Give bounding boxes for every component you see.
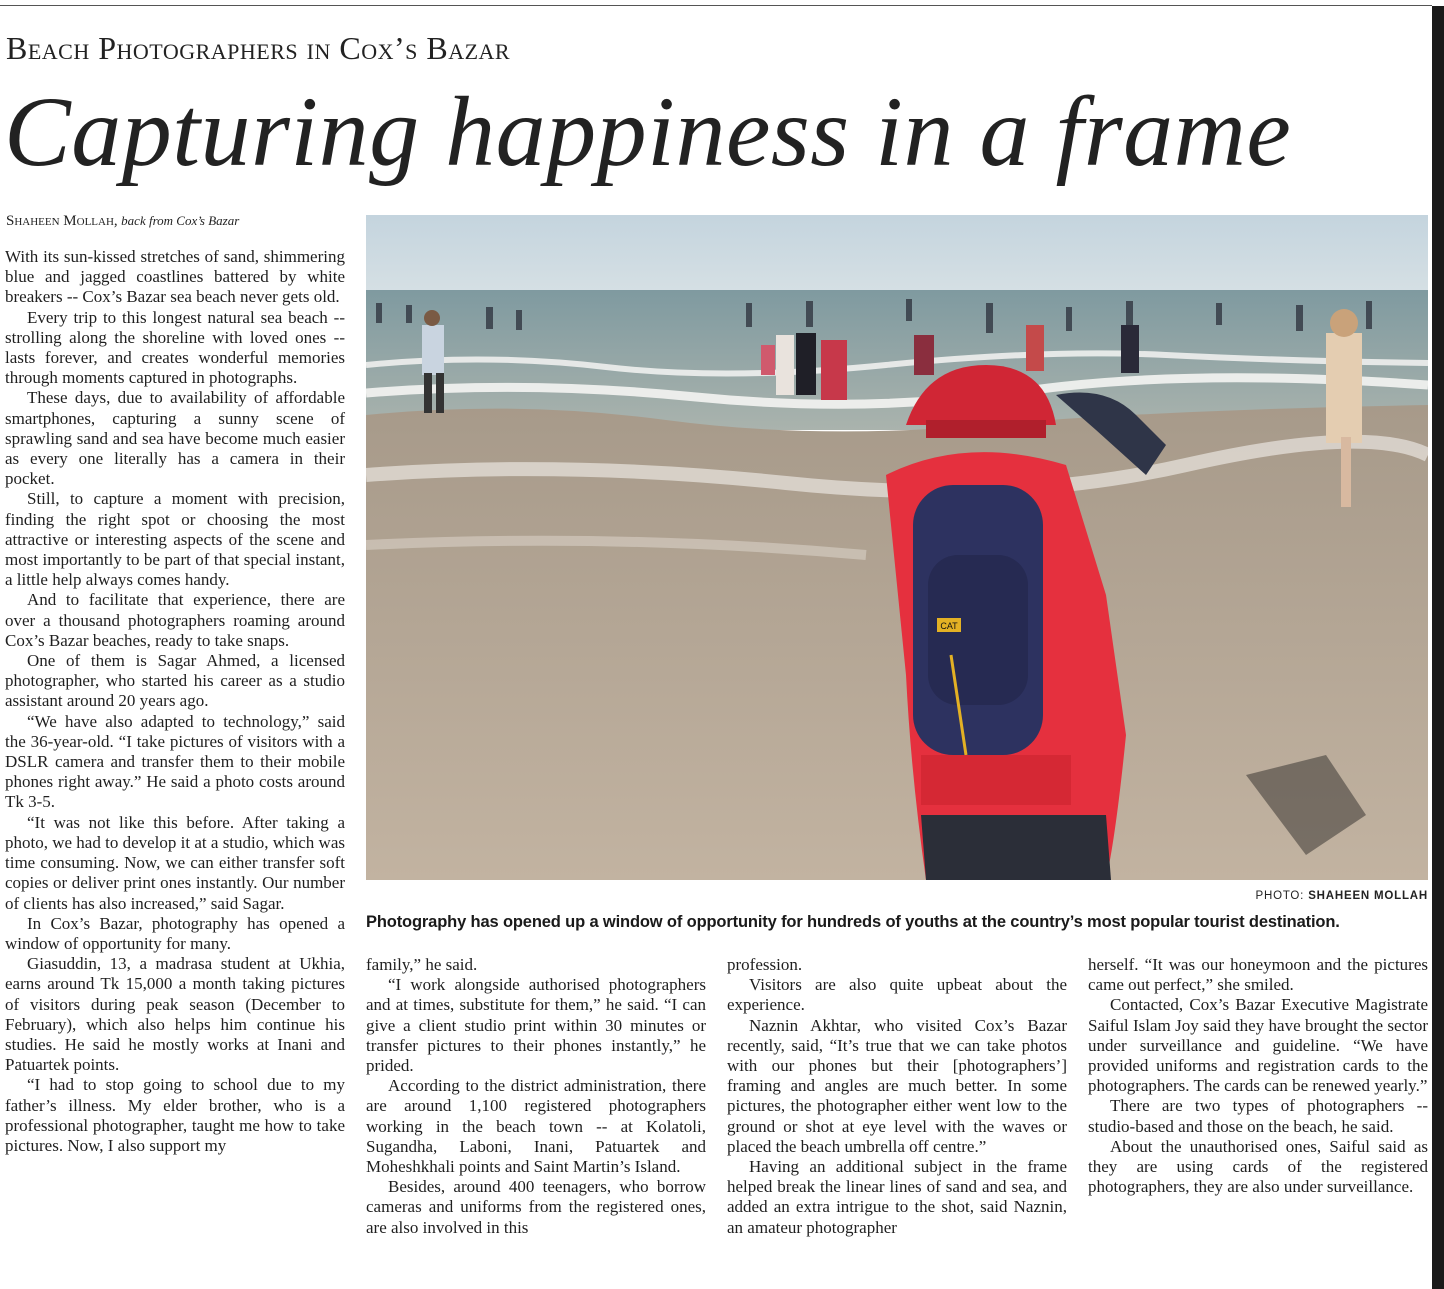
paragraph: In Cox’s Bazar, photography has opened a window of opportunity for many. bbox=[5, 913, 345, 953]
byline bbox=[6, 213, 239, 230]
paragraph: According to the district administration, there are around 1,100 registered photographers working in the beach town -- at Kolatoli, Sugandha, Laboni, Inani, Patuartek and Moheshkhali points and Saint Martin’s Island. bbox=[366, 1076, 706, 1177]
paragraph: herself. “It was our honeymoon and the pictures came out perfect,” she smiled. bbox=[1088, 955, 1428, 995]
page-edge-strip-gap bbox=[1432, 0, 1444, 6]
bag-badge: CAT bbox=[940, 621, 958, 631]
photo-caption: Photography has opened up a window of opportunity for hundreds of youths at the country’s most popular tourist destination. bbox=[366, 913, 1340, 931]
paragraph: Contacted, Cox’s Bazar Executive Magistrate Saiful Islam Joy said they have brought the sector under surveillance and guideline. “We have provided uniforms and registration cards to the photographers. The cards can be renewed yearly.” bbox=[1088, 995, 1428, 1096]
paragraph: With its sun-kissed stretches of sand, shimmering blue and jagged coastlines battered by white breakers -- Cox’s Bazar sea beach never gets old. bbox=[5, 247, 345, 307]
paragraph: These days, due to availability of affordable smartphones, capturing a sunny scene of sprawling sand and sea have become much easier as every one literally has a camera in their pocket. bbox=[5, 388, 345, 489]
article-column-2 bbox=[366, 955, 706, 1238]
photo-credit-name: SHAHEEN MOLLAH bbox=[1308, 890, 1428, 902]
article-column-1 bbox=[5, 247, 345, 1156]
photo-credit bbox=[1256, 890, 1429, 902]
paragraph: Giasuddin, 13, a madrasa student at Ukhia, earns around Tk 15,000 a month taking pictures of visitors during peak season (December to February), which also helps him continue his studies. He said he mostly works at Inani and Patuartek points. bbox=[5, 954, 345, 1075]
paragraph: Every trip to this longest natural sea beach -- strolling along the shoreline with loved ones -- lasts forever, and creates wonderful memories through moments captured in photographs. bbox=[5, 307, 345, 388]
paragraph: Naznin Akhtar, who visited Cox’s Bazar recently, said, “It’s true that we can take photos with our phones but their [photographers’] framing and angles are much better. In some pictures, the photographer either went low to the ground or shot at eye level with the waves or placed the beach umbrella off centre.” bbox=[727, 1015, 1067, 1156]
paragraph: “We have also adapted to technology,” said the 36-year-old. “I take pictures of visitors with a DSLR camera and transfer them to their mobile phones right away.” He said a photo costs around Tk 3-5. bbox=[5, 711, 345, 812]
paragraph: About the unauthorised ones, Saiful said as they are using cards of the registered photographers, they are also under surveillance. bbox=[1088, 1136, 1428, 1197]
paragraph: One of them is Sagar Ahmed, a licensed photographer, who started his career as a studio assistant around 20 years ago. bbox=[5, 651, 345, 711]
photo-credit-label: PHOTO: bbox=[1255, 890, 1305, 902]
paragraph: profession. bbox=[727, 955, 803, 974]
paragraph: Visitors are also quite upbeat about the experience. bbox=[727, 975, 1067, 1015]
paragraph: Besides, around 400 teenagers, who borrow cameras and uniforms from the registered ones, are also involved in this bbox=[366, 1177, 706, 1237]
beach-photo bbox=[366, 215, 1428, 880]
top-rule bbox=[0, 5, 1432, 6]
paragraph: There are two types of photographers -- studio-based and those on the beach, he said. bbox=[1088, 1096, 1428, 1136]
paragraph: family,” he said. bbox=[366, 955, 478, 974]
byline-name: Shaheen Mollah, bbox=[6, 213, 118, 229]
kicker: Beach Photographers in Cox’s Bazar bbox=[6, 30, 511, 66]
paragraph: Having an additional subject in the frame helped break the linear lines of sand and sea, and added an extra intrigue to the shot, said Naznin, an amateur photographer bbox=[727, 1157, 1067, 1237]
byline-place: back from Cox’s Bazar bbox=[121, 213, 240, 228]
beach-photo-illustration bbox=[366, 215, 1428, 880]
paragraph: “It was not like this before. After taking a photo, we had to develop it at a studio, which was time consuming. Now, we can either transfer soft copies or deliver print ones instantly. Our number of clients has also increased,” said Sagar. bbox=[5, 812, 345, 913]
paragraph: Still, to capture a moment with precision, finding the right spot or choosing the most attractive or interesting aspects of the scene and most importantly to be part of that special instant, a little help always comes handy. bbox=[5, 489, 345, 590]
headline: Capturing happiness in a frame bbox=[4, 76, 1292, 187]
article-column-4 bbox=[1088, 955, 1428, 1197]
paragraph: And to facilitate that experience, there are over a thousand photographers roaming around Cox’s Bazar beaches, ready to take snaps. bbox=[5, 590, 345, 650]
page-edge-strip bbox=[1432, 0, 1444, 1289]
article-column-3 bbox=[727, 955, 1067, 1238]
paragraph: “I work alongside authorised photographers and at times, substitute for them,” he said. “I can give a client studio print within 30 minutes or transfer pictures to their phones instantly,” he prided. bbox=[366, 975, 706, 1076]
paragraph: “I had to stop going to school due to my father’s illness. My elder brother, who is a professional photographer, taught me how to take pictures. Now, I also support my bbox=[5, 1075, 345, 1155]
